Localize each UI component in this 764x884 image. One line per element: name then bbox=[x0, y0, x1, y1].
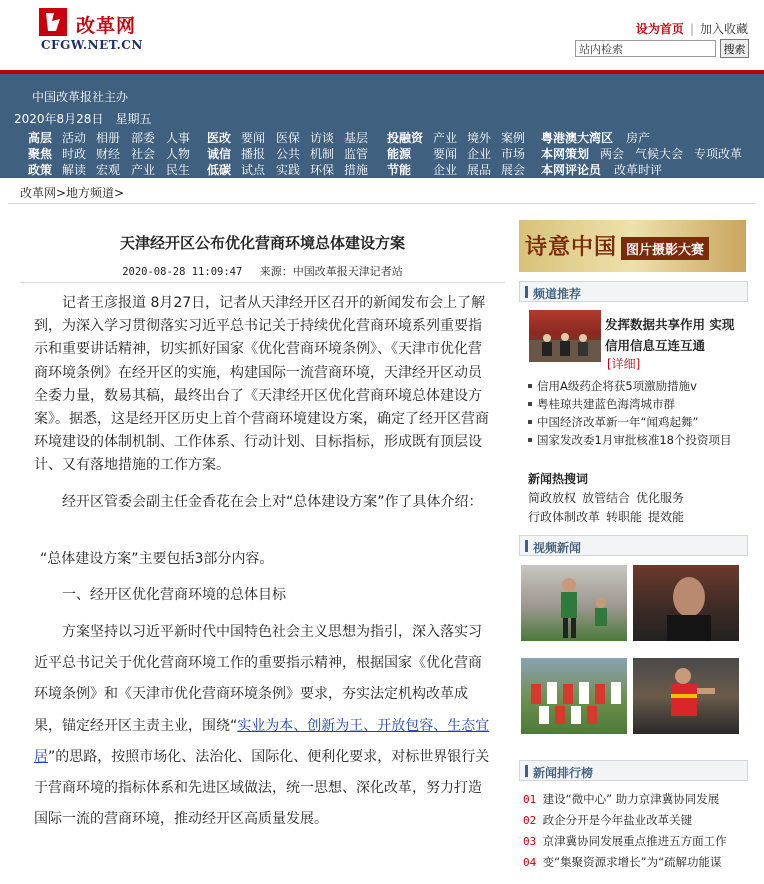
meta-divider bbox=[20, 282, 505, 283]
article-section-heading: 一、经开区优化营商环境的总体目标 bbox=[62, 587, 286, 603]
hot-word[interactable]: 转职能 bbox=[606, 510, 643, 524]
video-thumbnail[interactable] bbox=[633, 658, 739, 734]
nav-item[interactable]: 本网策划 bbox=[541, 147, 590, 161]
site-logo[interactable] bbox=[38, 7, 168, 55]
nav-item[interactable]: 案例 bbox=[501, 131, 526, 145]
nav-item[interactable]: 产业 bbox=[433, 131, 458, 145]
nav-item[interactable]: 投融资 bbox=[387, 131, 424, 145]
section-marker-icon bbox=[525, 765, 528, 777]
nav-item[interactable]: 境外 bbox=[467, 131, 492, 145]
hot-word[interactable]: 放管结合 bbox=[582, 491, 631, 505]
nav-item[interactable]: 人事 bbox=[166, 131, 191, 145]
photo-contest-banner[interactable] bbox=[519, 220, 746, 272]
recommend-list bbox=[523, 377, 745, 449]
portrait-photo-icon bbox=[633, 565, 739, 641]
article-meta bbox=[20, 263, 505, 279]
nav-item[interactable]: 展品 bbox=[467, 163, 492, 177]
channel-recommend-header bbox=[519, 281, 748, 302]
ranking-title: 京津冀协同发展重点推进五方面工作 bbox=[542, 834, 727, 848]
video-thumbnail[interactable] bbox=[633, 565, 739, 641]
football-photo-icon bbox=[521, 565, 627, 641]
nav-item[interactable]: 低碳 bbox=[207, 163, 232, 177]
nav-item[interactable]: 监管 bbox=[344, 147, 369, 161]
video-thumbnail[interactable] bbox=[521, 658, 627, 734]
nav-item[interactable]: 实践 bbox=[276, 163, 301, 177]
hot-words-list bbox=[528, 489, 748, 527]
nav-item[interactable]: 环保 bbox=[310, 163, 335, 177]
logo-emblem-icon bbox=[38, 7, 68, 37]
table-tennis-photo-icon bbox=[633, 658, 739, 734]
rank-number: 03 bbox=[523, 835, 537, 848]
hot-words-title: 新闻热搜词 bbox=[528, 472, 589, 486]
recommend-photo[interactable] bbox=[529, 310, 601, 362]
section-title: 视频新闻 bbox=[533, 541, 582, 555]
recommend-headline[interactable]: 发挥数据共享作用 实现信用信息互连互通 bbox=[605, 317, 735, 353]
rank-number: 01 bbox=[523, 793, 537, 806]
ranking-item[interactable] bbox=[523, 789, 749, 810]
host-org: 中国改革报社主办 bbox=[32, 90, 129, 104]
nav-item[interactable]: 访谈 bbox=[310, 131, 335, 145]
nav-item[interactable]: 医改 bbox=[207, 131, 232, 145]
nav-item[interactable]: 播报 bbox=[241, 147, 266, 161]
nav-row-1 bbox=[0, 129, 764, 145]
article-paragraph: 记者王彦报道 8月27日，记者从天津经开区召开的新闻发布会上了解到，为深入学习贯彻落实习近平总书记关于持续优化营商环境系列重要指示和重要讲话精神，切实抓好国家《优化营商环境条例》、《天津市优化营商环境条例》在经开区的实施，构建国际一流营商环境，天津经开区动员全委力量，数易其稿，最终出台了《天津经开区优化营商环境总体建设方案》。据悉，这是经开区历史上首个营商环境建设方案，确定了经开区营商环境建设的体制机制、工作体系、行动计划、目标指标，形成既有顶层设计、又有落地措施的工作方案。 bbox=[34, 295, 489, 474]
hot-word[interactable]: 简政放权 bbox=[528, 491, 577, 505]
nav-item[interactable]: 产业 bbox=[131, 163, 156, 177]
nav-item[interactable]: 医保 bbox=[276, 131, 301, 145]
article-source: 来源：中国改革报天津记者站 bbox=[259, 265, 403, 278]
nav-band bbox=[0, 74, 764, 178]
nav-item[interactable]: 市场 bbox=[501, 147, 526, 161]
search-button[interactable]: 搜索 bbox=[720, 39, 749, 58]
nav-item[interactable]: 两会 bbox=[600, 147, 625, 161]
nav-item[interactable]: 改革时评 bbox=[614, 163, 663, 177]
breadcrumb-divider bbox=[8, 203, 756, 204]
article-paragraph bbox=[34, 617, 492, 835]
nav-item[interactable]: 财经 bbox=[96, 147, 121, 161]
top-links bbox=[636, 20, 748, 37]
logo-title: 改革网 bbox=[76, 15, 137, 37]
list-item[interactable]: 粤桂琼共建蓝色海湾城市群 bbox=[523, 395, 745, 413]
nav-item[interactable]: 本网评论员 bbox=[541, 163, 602, 177]
meeting-photo-icon bbox=[529, 310, 601, 362]
hot-word[interactable]: 行政体制改革 bbox=[528, 510, 601, 524]
nav-item[interactable]: 房产 bbox=[626, 131, 651, 145]
ranking-title: 建设“微中心” 助力京津冀协同发展 bbox=[542, 792, 720, 806]
nav-item[interactable]: 民生 bbox=[166, 163, 191, 177]
video-news-header bbox=[519, 535, 748, 556]
recommend-detail-link[interactable]: [详细] bbox=[607, 357, 641, 371]
nav-item[interactable]: 粤港澳大湾区 bbox=[541, 131, 614, 145]
nav-item[interactable]: 诚信 bbox=[207, 147, 232, 161]
hot-word[interactable]: 提效能 bbox=[648, 510, 685, 524]
hot-word[interactable]: 优化服务 bbox=[636, 491, 685, 505]
set-homepage-link[interactable]: 设为首页 bbox=[635, 22, 684, 36]
ranking-title: 政企分开是今年盐业改革关键 bbox=[542, 813, 693, 827]
site-header bbox=[0, 0, 764, 70]
nav-item[interactable]: 相册 bbox=[96, 131, 121, 145]
section-marker-icon bbox=[525, 540, 528, 552]
list-item[interactable]: 信用A级药企将获5项激励措施v bbox=[523, 377, 745, 395]
nav-item[interactable]: 解读 bbox=[62, 163, 87, 177]
list-item[interactable]: 国家发改委1月审批核准18个投资项目 bbox=[523, 431, 745, 449]
nav-item[interactable]: 试点 bbox=[241, 163, 266, 177]
rank-number: 04 bbox=[523, 856, 537, 869]
nav-item[interactable]: 要闻 bbox=[241, 131, 266, 145]
banner-subtitle: 图片摄影大赛 bbox=[621, 237, 709, 260]
nav-item[interactable]: 展会 bbox=[501, 163, 526, 177]
paragraph-text: 方案坚持以习近平新时代中国特色社会主义思想为指引，深入落实习近平总书记关于优化营商环境工作的重要指示精神，根据国家《优化营商环境条例》和《天津市优化营商环境条例》要求，夯实法定机构改革成果，锚定经开区主责主业，围绕“ bbox=[34, 624, 482, 734]
team-photo-icon bbox=[521, 658, 627, 734]
nav-item[interactable]: 气候大会 bbox=[635, 147, 684, 161]
nav-row-3 bbox=[0, 161, 764, 177]
nav-item[interactable]: 政策 bbox=[28, 163, 53, 177]
nav-item[interactable]: 活动 bbox=[62, 131, 87, 145]
article-paragraph: “总体建设方案”主要包括3部分内容。 bbox=[40, 551, 274, 567]
nav-item[interactable]: 人物 bbox=[166, 147, 191, 161]
current-date: 2020年8月28日 星期五 bbox=[14, 112, 152, 126]
news-ranking-header bbox=[519, 760, 748, 781]
article-paragraph: 经开区管委会副主任金香花在会上对“总体建设方案”作了具体介绍： bbox=[62, 494, 483, 510]
nav-row-2 bbox=[0, 145, 764, 161]
add-favorite-link[interactable]: 加入收藏 bbox=[699, 22, 748, 36]
nav-item[interactable]: 时政 bbox=[62, 147, 87, 161]
paragraph-text: ”的思路，按照市场化、法治化、国际化、便利化要求，对标世界银行关于营商环境的指标体系和先进区域做法，统一思想、深化改革，努力打造国际一流的营商环境，推动经开区高质量发展。 bbox=[34, 748, 490, 828]
nav-item[interactable]: 基层 bbox=[344, 131, 369, 145]
ranking-title: 变“集聚资源求增长”为“疏解功能谋 bbox=[542, 855, 722, 869]
nav-item[interactable]: 公共 bbox=[276, 147, 301, 161]
site-search-input[interactable] bbox=[575, 40, 716, 57]
breadcrumb[interactable]: 改革网>地方频道> bbox=[20, 186, 125, 200]
link-separator: | bbox=[689, 22, 694, 36]
nav-item[interactable]: 专项改革 bbox=[694, 147, 743, 161]
nav-item[interactable]: 措施 bbox=[344, 163, 369, 177]
nav-item[interactable]: 社会 bbox=[131, 147, 156, 161]
nav-item[interactable]: 高层 bbox=[28, 131, 53, 145]
logo-domain: CFGW.NET.CN bbox=[41, 38, 143, 52]
nav-item[interactable]: 企业 bbox=[433, 163, 458, 177]
list-item[interactable]: 中国经济改革新一年“闻鸡起舞” bbox=[523, 413, 745, 431]
ranking-item[interactable] bbox=[523, 831, 749, 852]
publish-time: 2020-08-28 11:09:47 bbox=[122, 266, 243, 278]
banner-title: 诗意中国 bbox=[525, 234, 618, 260]
ranking-item[interactable] bbox=[523, 852, 749, 873]
nav-item[interactable]: 要闻 bbox=[433, 147, 458, 161]
nav-item[interactable]: 节能 bbox=[387, 163, 412, 177]
nav-item[interactable]: 机制 bbox=[310, 147, 335, 161]
section-title: 新闻排行榜 bbox=[533, 766, 594, 780]
nav-item[interactable]: 能源 bbox=[387, 147, 412, 161]
video-thumbnail[interactable] bbox=[521, 565, 627, 641]
ranking-item[interactable] bbox=[523, 810, 749, 831]
nav-item[interactable]: 聚焦 bbox=[28, 147, 53, 161]
nav-item[interactable]: 宏观 bbox=[96, 163, 121, 177]
section-marker-icon bbox=[525, 286, 528, 298]
nav-item[interactable]: 部委 bbox=[131, 131, 156, 145]
meta-spacer bbox=[246, 265, 257, 278]
rank-number: 02 bbox=[523, 814, 537, 827]
inline-link[interactable]: 实业为本、创新为王、开放包容、生态宜居 bbox=[34, 717, 490, 765]
nav-item[interactable]: 企业 bbox=[467, 147, 492, 161]
news-ranking-list bbox=[523, 789, 749, 873]
article-title: 天津经开区公布优化营商环境总体建设方案 bbox=[119, 234, 405, 252]
section-title: 频道推荐 bbox=[533, 287, 582, 301]
